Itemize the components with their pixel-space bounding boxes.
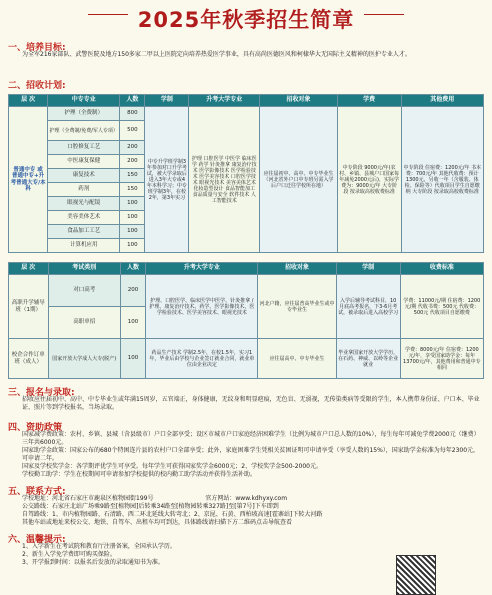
major-count: 200 <box>120 155 145 169</box>
col-fee: 收费标准 <box>400 263 483 275</box>
col-tuition: 学费 <box>337 95 401 107</box>
upgrade-cell: 护理 口腔医学 中医学 临床医学 药学 针灸推拿 康复治疗技术 医学影像技术 医学检验技术 医学美容技术 口腔医学技术 眼视光技术 美容美体艺术 化妆造型设计 食品智能加工 食品质量与安全 软件技术 人工智能技术 <box>189 107 260 253</box>
major-name: 康复技术 <box>48 169 120 183</box>
col-other: 其他费用 <box>401 95 484 107</box>
fee-cell: 学费：11000元/期 住宿费：1200元/期 代收书费：500元 代收费：500元 代收项目自愿缴费 <box>400 275 483 339</box>
exam-count: 200 <box>120 275 145 307</box>
tip-item: 2、新生入学免学费即可购买保险。 <box>22 551 116 558</box>
exam-count: 100 <box>120 339 145 379</box>
target-cell: 应往届高中、中专毕业生 <box>258 339 336 379</box>
duration-cell: 中专升学班学制3年参加对口升学考试，被大学录取后进入3年大专或4年本科学习；中专班学制3年，在校2年，第3年实习 <box>145 107 189 253</box>
aid-list <box>22 431 484 479</box>
duration-cell: 入学后辅导考试科目，10月底高考报名，下3-6月考试，被录取后进入高校学习 <box>336 275 400 339</box>
col-duration: 学制 <box>145 95 189 107</box>
major-name: 美容美体艺术 <box>48 211 120 225</box>
contact-website[interactable]: 官方网站：www.kdhyxy.com <box>205 495 288 502</box>
section-contact-heading: 五、联系方式: <box>8 487 66 497</box>
major-count: 800 <box>120 107 145 121</box>
major-count: 100 <box>120 211 145 225</box>
exam-type: 高职单招 <box>48 307 120 339</box>
goal-text: 为全军216家部队、武警医院及地方150多家二甲以上医院定向培养热爱医学事业，具有高尚医德医风和柯棣华大无国际主义精神的医护专业人才。 <box>22 51 411 58</box>
major-name: 护理（全费制/免费/军人专项） <box>48 121 120 141</box>
other-fee-cell: 中专阶段 住宿费：1200元/年 书本费：700元/年 其他代收费：预计1300元，另收一年（含服装、体检、保险等）代收项目学生自愿缴纳 大专阶段 按录取高校收费标准 <box>401 107 484 253</box>
section-tips-heading: 六、温馨提示: <box>8 535 66 545</box>
level-cell: 普通中专 或 普通中专+升考普通大专/本科 <box>9 107 48 253</box>
qr-code[interactable] <box>396 555 436 595</box>
major-name: 食品加工工艺 <box>48 225 120 239</box>
major-count: 500 <box>120 121 145 141</box>
target-cell: 应往届初中、高中、中专毕业生（河北省外户口中专班另需入学后户口迁往学校所在地） <box>260 107 338 253</box>
col-target: 招收对象 <box>258 263 336 275</box>
aid-item: 国家助学金政策：国家公布的680个特困连片县的农村户口全部享受；此外，家庭困难学生凭相关贫困证明可申请享受（享受人数的15%），国家助学金标准为每年2300元，可申请二年。 <box>22 447 480 462</box>
major-count: 100 <box>120 225 145 239</box>
training-table <box>8 262 484 379</box>
major-name: 中医康复保健 <box>48 155 120 169</box>
aid-item: 学校勤工助学：学生在校期间可申请参加学校提供的校内勤工助学活动并获得生活补助。 <box>22 471 257 478</box>
exam-type: 对口高考 <box>48 275 120 307</box>
major-name: 眼视光与配镜 <box>48 197 120 211</box>
col-upgrade: 升考大学专业 <box>146 263 258 275</box>
upgrade-cell: 护理、口腔医学、临床医学中医学、针灸推拿 / 护理、康复治疗技术、药学、医学影像技术、医学检验技术、医学美容技术、眼视光技术 <box>146 275 258 339</box>
section-plan-heading: 二、招收计划: <box>8 81 66 91</box>
contact-bus: 公交路线：石家庄北站广场乘9路至[植物园]后转乘34路至[植物园转乘327路]至[第7号]下车即到 <box>22 503 279 510</box>
major-count: 100 <box>120 239 145 253</box>
major-count: 150 <box>120 169 145 183</box>
tuition-cell: 中专阶段 9000元/年(农村、乡镇、县城户口国家每年减免2000元后)，实际学费为：9000元/年 大专阶段 按录取高校收费标准 <box>337 107 401 253</box>
aid-item: 国家减学费政策：农村、乡镇、县城（含县级市）户口全部享受；设区市城市户口家庭经济困难学生（比例为城市户口总人数的10%），每生每年可减免学费2000元（继费）三年共6000元。 <box>22 431 480 446</box>
col-count: 人数 <box>120 95 145 107</box>
major-count: 150 <box>120 183 145 197</box>
section-enroll-heading: 三、报名与录取: <box>8 388 75 398</box>
enroll-text: 招收应往届初中、高中、中专毕业生或年满15周岁，五官端正，身体健康，无纹身和明显疤痕，无色盲、无弱视，无传染类病等受限的学生，本人携带身份证、户口本、毕业证、照片等到学校报名，当场录取。 <box>22 396 480 411</box>
contact-line <box>22 495 484 503</box>
fee-cell: 学费：8000元/年 住宿费：1200元/年，享受国家助学金：每年13700元/年，其他费用和普通中专相同 <box>400 339 483 379</box>
col-target: 招收对象 <box>260 95 338 107</box>
contact-address: 学校地址：河北省石家庄市鹿泉区植物园街199号 <box>22 495 154 502</box>
level-cell: 高职升学辅导班（1期） <box>9 275 49 339</box>
contact-block <box>22 495 484 527</box>
major-name: 药剂 <box>48 183 120 197</box>
col-count: 人数 <box>120 263 145 275</box>
plan-table <box>8 94 484 253</box>
page-title: 2025年秋季招生简章 <box>137 8 355 32</box>
exam-type: 国家开放大学成人大专(脱产) <box>48 339 120 379</box>
section-aid-heading: 四、资助政策 <box>8 423 63 433</box>
contact-self: 自驾路线：1、市内植物园路、石清路、西二环北延线大转弯北；2、京昆、石黄、西柏坡高速[霍寨站]下转大河路 <box>22 511 323 518</box>
major-count: 100 <box>120 197 145 211</box>
col-exam: 考试类别 <box>48 263 120 275</box>
major-count: 200 <box>120 141 145 155</box>
major-name: 口腔修复工艺 <box>48 141 120 155</box>
target-cell: 河北户籍，应往届普高毕业生或中专毕业生 <box>258 275 336 339</box>
col-level: 层 次 <box>9 263 49 275</box>
major-name: 护理（全费制） <box>48 107 120 121</box>
col-upgrade: 升考大学专业 <box>189 95 260 107</box>
duration-cell: 毕业拿国家开放大学学历，在石药、神威、以岭等企业就业 <box>336 339 400 379</box>
exam-count: 100 <box>120 307 145 339</box>
contact-other: 其他车站或地址来校公交、地铁、自驾车、出租车均可到达，具体路线请扫描下方二维码点击导航查看 <box>22 519 293 526</box>
section-goal-heading: 一、培养目标: <box>8 43 66 53</box>
col-major: 中专专业 <box>48 95 120 107</box>
col-level: 层 次 <box>9 95 48 107</box>
aid-item: 国家及学校奖学金：各学期评优学生可享受。每年学生可获得国家奖学金6000元；2、学校奖学金500-2000元。 <box>22 463 322 470</box>
upgrade-cell: 药品生产技术 学制2.5年，在校1.5年，实习1年，毕业后由学校与企业签订就业合同，就业单位由企业决定 <box>146 339 258 379</box>
level-cell: 校企合作订单班（成人） <box>9 339 49 379</box>
tips-list <box>22 543 392 567</box>
major-name: 计算机应用 <box>48 239 120 253</box>
tip-item: 1、入学新生在考试院和教育厅注册备案，全国承认学历。 <box>22 543 176 550</box>
col-duration: 学制 <box>336 263 400 275</box>
tip-item: 3、开学报到时间：以报名后发放的录取通知书为准。 <box>22 559 164 566</box>
